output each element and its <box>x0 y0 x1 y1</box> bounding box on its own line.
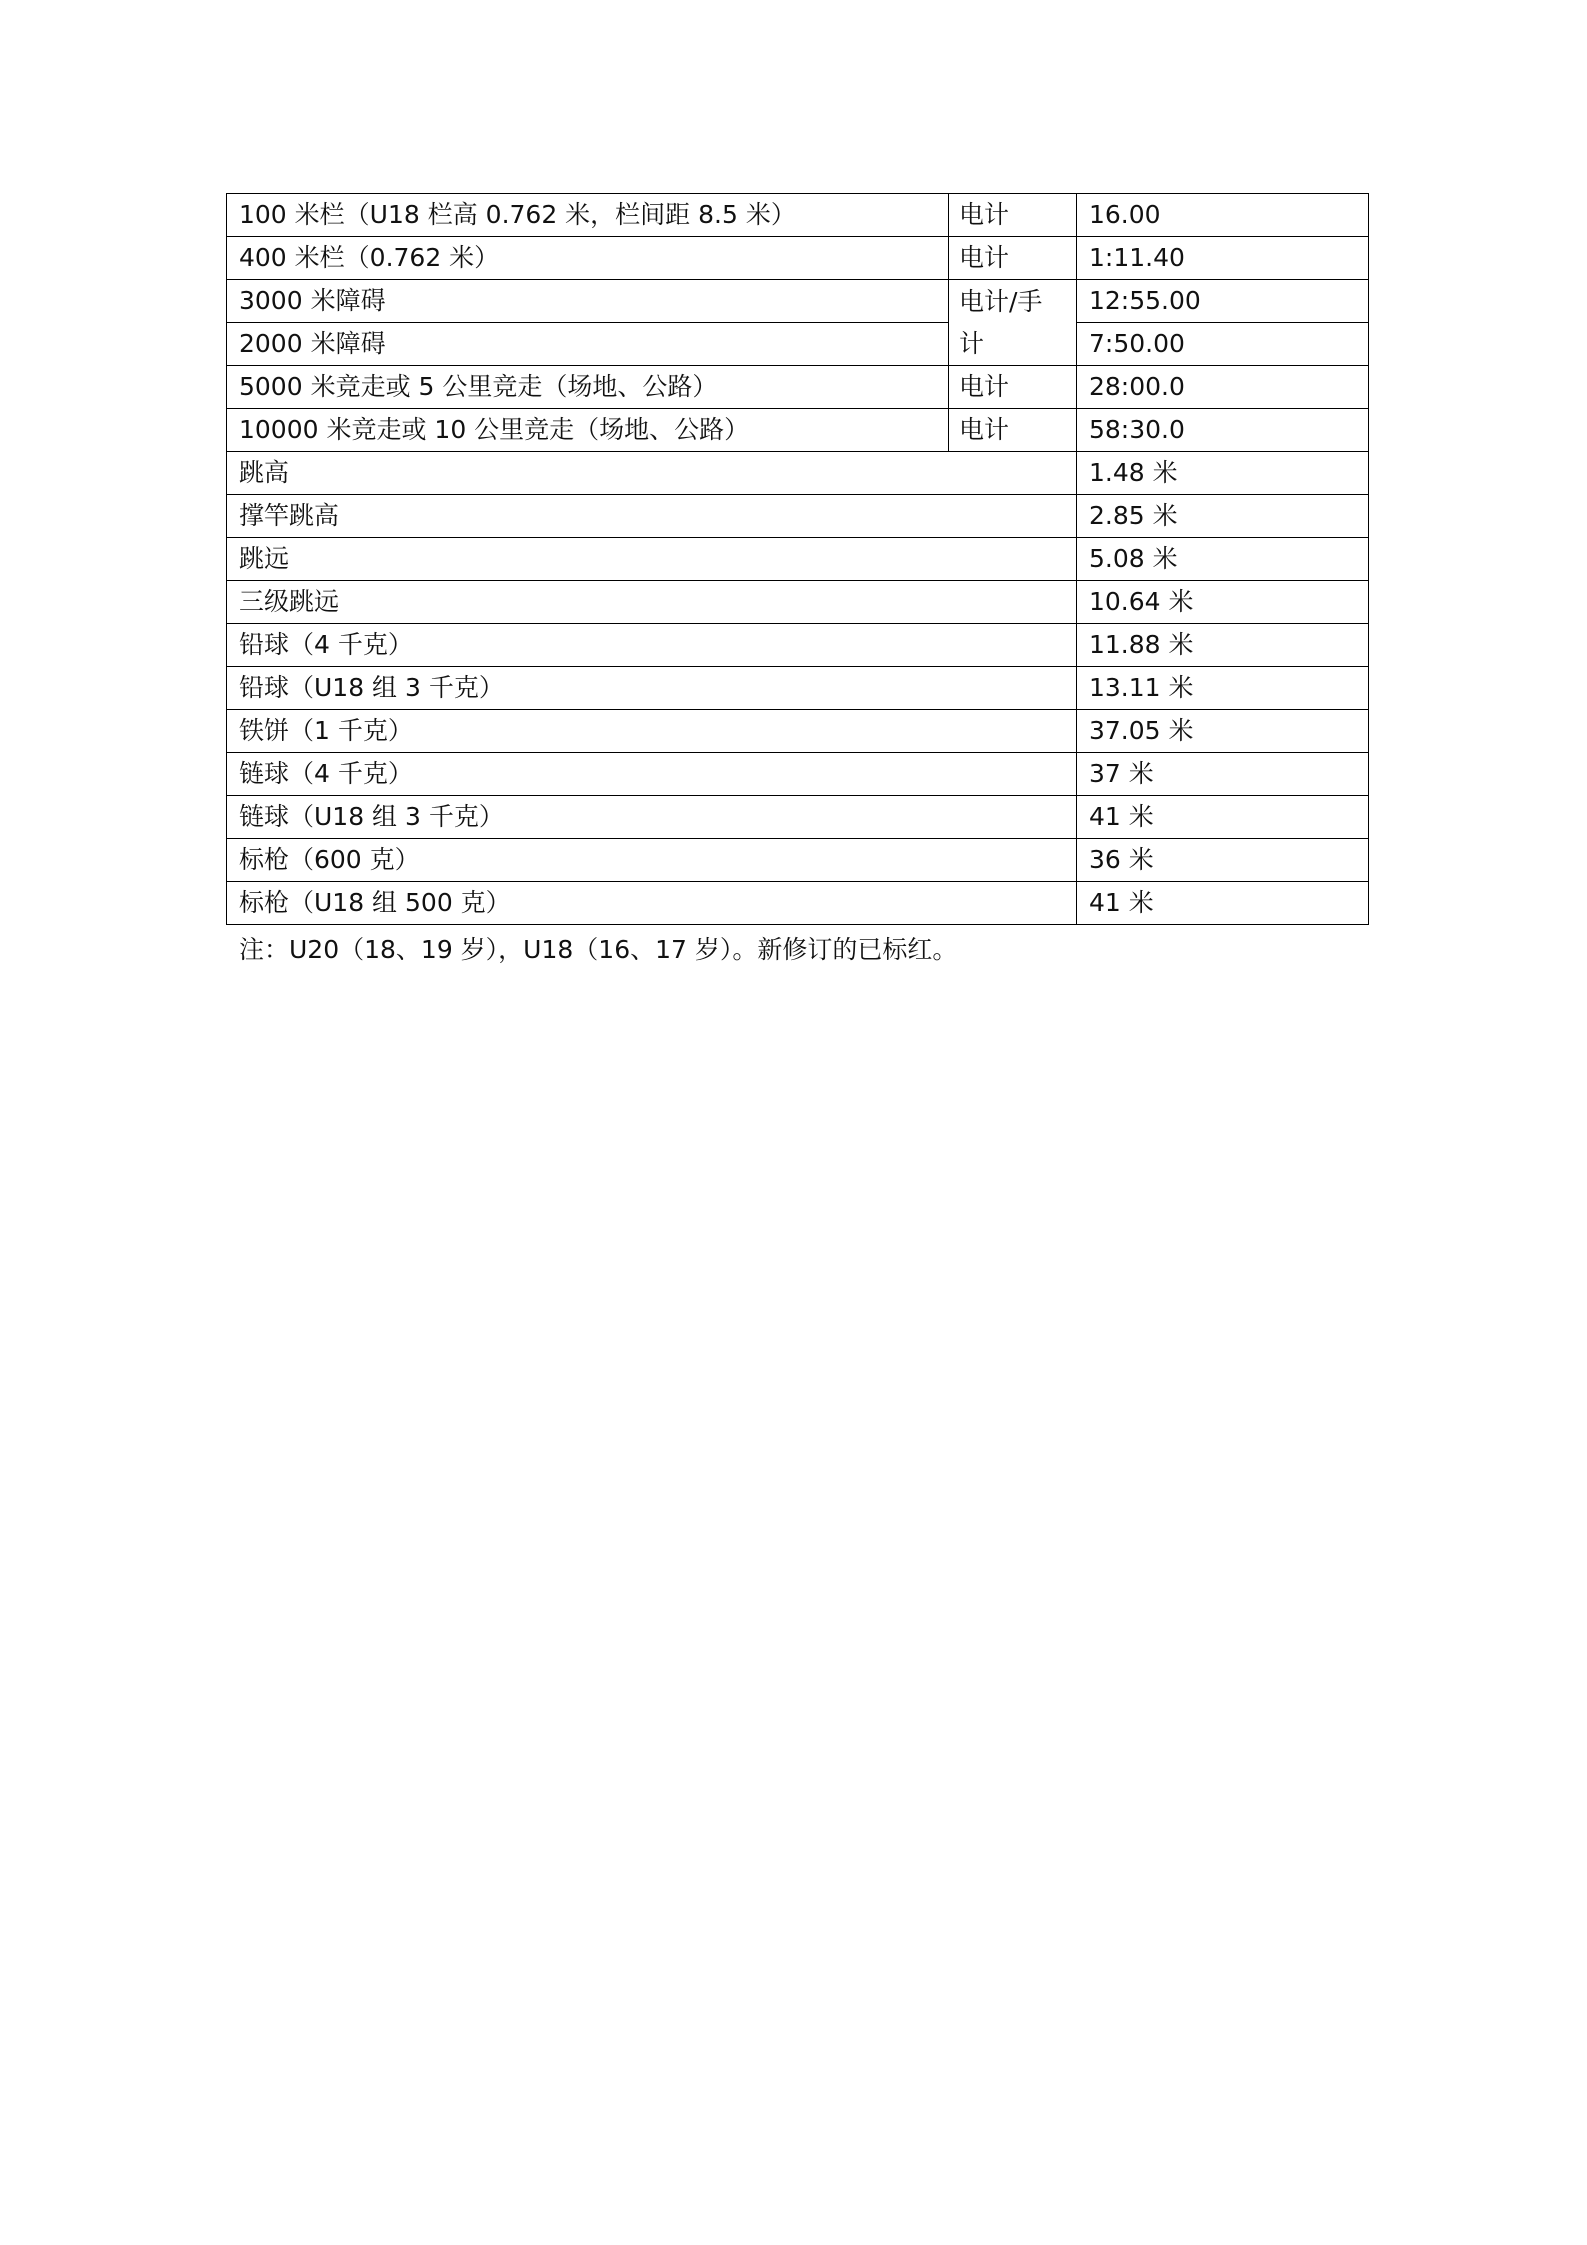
mark-cell: 12:55.00 <box>1077 280 1369 323</box>
table-row <box>227 280 1369 323</box>
event-cell: 铁饼（1 千克） <box>227 710 1077 753</box>
timing-cell: 电计 <box>949 366 1077 409</box>
mark-cell: 1:11.40 <box>1077 237 1369 280</box>
table-row <box>227 452 1369 495</box>
table-row <box>227 624 1369 667</box>
mark-cell: 41 米 <box>1077 796 1369 839</box>
mark-cell: 2.85 米 <box>1077 495 1369 538</box>
qualification-standards-table <box>226 193 1369 925</box>
event-cell: 三级跳远 <box>227 581 1077 624</box>
event-cell: 10000 米竞走或 10 公里竞走（场地、公路） <box>227 409 949 452</box>
mark-cell: 13.11 米 <box>1077 667 1369 710</box>
mark-cell: 16.00 <box>1077 194 1369 237</box>
event-cell: 标枪（600 克） <box>227 839 1077 882</box>
timing-cell: 电计 <box>949 409 1077 452</box>
table-row <box>227 796 1369 839</box>
event-cell: 链球（U18 组 3 千克） <box>227 796 1077 839</box>
table-row <box>227 839 1369 882</box>
event-cell: 100 米栏（U18 栏高 0.762 米，栏间距 8.5 米） <box>227 194 949 237</box>
table-row <box>227 237 1369 280</box>
timing-cell: 电计 <box>949 237 1077 280</box>
mark-cell: 11.88 米 <box>1077 624 1369 667</box>
mark-cell: 37 米 <box>1077 753 1369 796</box>
mark-cell: 37.05 米 <box>1077 710 1369 753</box>
event-cell: 标枪（U18 组 500 克） <box>227 882 1077 925</box>
event-cell: 5000 米竞走或 5 公里竞走（场地、公路） <box>227 366 949 409</box>
event-cell: 链球（4 千克） <box>227 753 1077 796</box>
table-row <box>227 409 1369 452</box>
event-cell: 3000 米障碍 <box>227 280 949 323</box>
event-cell: 2000 米障碍 <box>227 323 949 366</box>
table-row <box>227 323 1369 366</box>
event-cell: 跳远 <box>227 538 1077 581</box>
timing-cell: 电计/手计 <box>949 280 1077 366</box>
mark-cell: 58:30.0 <box>1077 409 1369 452</box>
table-row <box>227 366 1369 409</box>
table-row <box>227 667 1369 710</box>
event-cell: 撑竿跳高 <box>227 495 1077 538</box>
table-row <box>227 495 1369 538</box>
table-row <box>227 710 1369 753</box>
mark-cell: 28:00.0 <box>1077 366 1369 409</box>
table-row <box>227 753 1369 796</box>
table-footnote: 注：U20（18、19 岁），U18（16、17 岁）。新修订的已标红。 <box>239 935 958 964</box>
mark-cell: 36 米 <box>1077 839 1369 882</box>
table-row <box>227 581 1369 624</box>
event-cell: 跳高 <box>227 452 1077 495</box>
table-row <box>227 538 1369 581</box>
mark-cell: 10.64 米 <box>1077 581 1369 624</box>
event-cell: 400 米栏（0.762 米） <box>227 237 949 280</box>
event-cell: 铅球（4 千克） <box>227 624 1077 667</box>
mark-cell: 41 米 <box>1077 882 1369 925</box>
table-row <box>227 882 1369 925</box>
timing-cell: 电计 <box>949 194 1077 237</box>
mark-cell: 1.48 米 <box>1077 452 1369 495</box>
mark-cell: 5.08 米 <box>1077 538 1369 581</box>
mark-cell: 7:50.00 <box>1077 323 1369 366</box>
event-cell: 铅球（U18 组 3 千克） <box>227 667 1077 710</box>
table-row <box>227 194 1369 237</box>
